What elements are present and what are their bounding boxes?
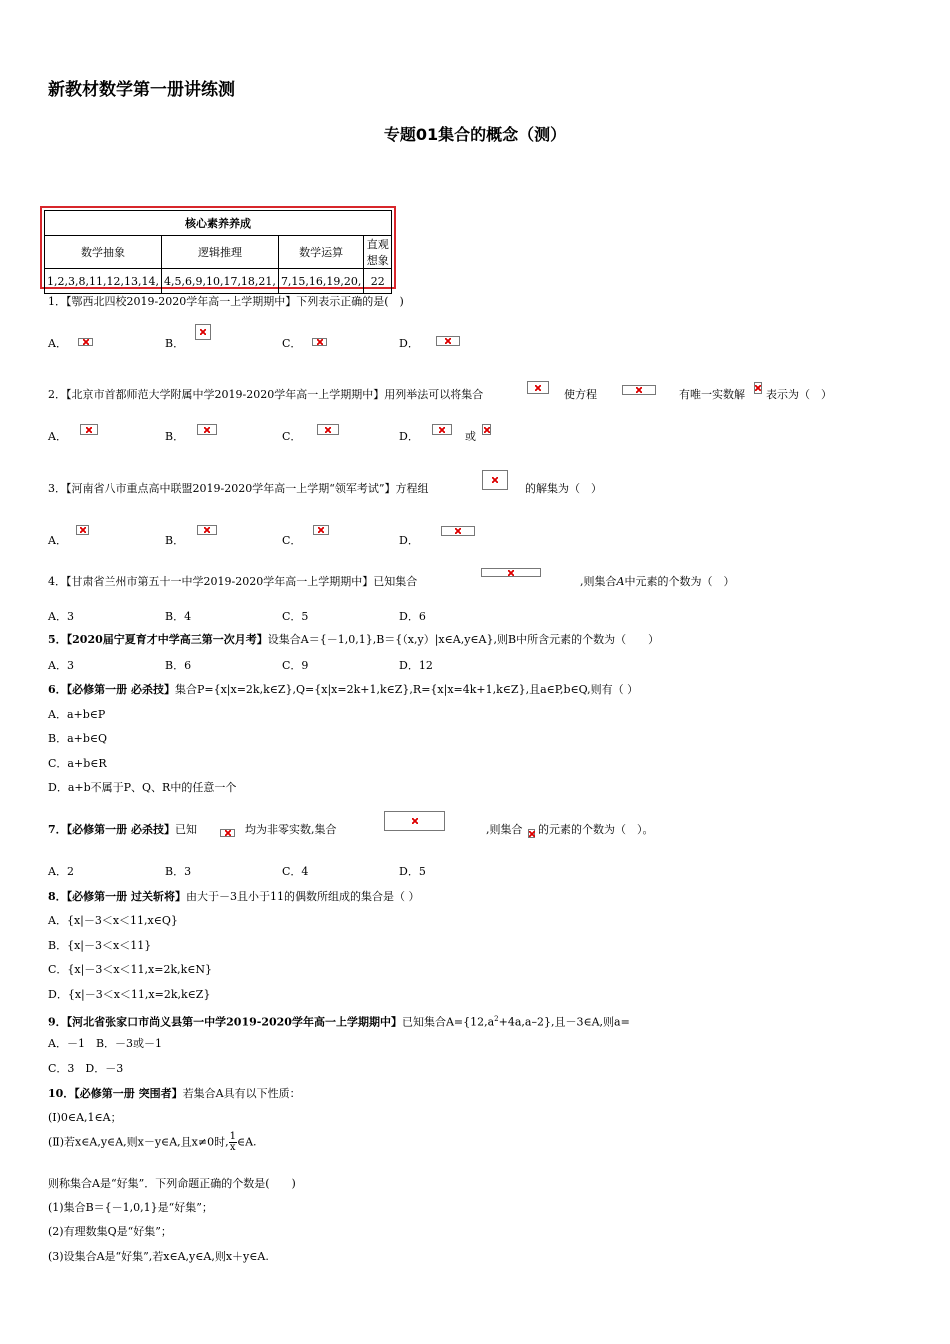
q10-statement-3: (3)设集合A是“好集”,若x∈A,y∈A,则x＋y∈A.	[48, 1250, 269, 1263]
competency-column: 数学抽象	[45, 236, 162, 269]
q6-option-b: B．a+b∈Q	[48, 732, 108, 745]
broken-image-icon	[432, 424, 452, 435]
q4-option-b: B．4	[165, 610, 192, 623]
set-variable-a: A	[616, 575, 625, 588]
q10-property-2b: ∈A.	[236, 1135, 257, 1149]
q4-option-c: C．5	[282, 610, 309, 623]
broken-image-icon	[527, 381, 549, 394]
question-9	[48, 1012, 630, 1030]
q4-option-a: A．3	[48, 610, 74, 623]
broken-image-icon	[481, 568, 541, 577]
question-6-tag: 6．【必修第一册 必杀技】	[48, 683, 175, 696]
competency-value: 7,15,16,19,20,	[278, 269, 363, 294]
question-5	[48, 633, 659, 647]
question-8-text: 由大于－3且小于11的偶数所组成的集合是（ ）	[185, 890, 420, 903]
fraction-denominator: x	[229, 1142, 236, 1153]
question-7-part3: ,则集合	[486, 823, 523, 836]
question-5-tag: 5．【2020届宁夏育才中学高三第一次月考】	[48, 633, 268, 646]
broken-image-icon	[482, 470, 508, 490]
q8-option-b: B．{x|－3＜x＜11}	[48, 939, 152, 952]
q6-option-c: C．a+b∈R	[48, 757, 107, 770]
q1-option-c: C．	[282, 337, 302, 350]
q8-option-c: C．{x|－3＜x＜11,x=2k,k∈N}	[48, 963, 213, 976]
question-6-text: 集合P={x|x=2k,k∈Z},Q={x|x=2k+1,k∈Z},R={x|x=4k+1,k∈Z},且a∈P,b∈Q,则有（ ）	[174, 683, 639, 696]
q7-option-b: B．3	[165, 865, 192, 878]
q3-option-d: D．	[399, 534, 419, 547]
q1-option-a: A．	[48, 337, 67, 350]
question-8	[48, 890, 419, 904]
q10-property-1: (Ⅰ)0∈A,1∈A；	[48, 1111, 122, 1124]
question-2-part2: 使方程	[564, 388, 597, 401]
competency-table	[40, 206, 396, 289]
q10-statement-1: (1)集合B＝{－1,0,1}是“好集”；	[48, 1201, 213, 1214]
question-7-tag: 7．【必修第一册 必杀技】	[48, 823, 175, 836]
broken-image-icon	[317, 424, 339, 435]
question-7-p1: 已知	[174, 823, 197, 836]
competency-value: 22	[364, 269, 392, 294]
q2-option-d: D．	[399, 430, 419, 443]
q6-option-a: A．a+b∈P	[48, 708, 106, 721]
broken-image-icon	[313, 525, 329, 535]
q7-option-d: D．5	[399, 865, 426, 878]
question-10	[48, 1087, 301, 1101]
superscript: 2	[494, 1015, 499, 1023]
q5-option-a: A．3	[48, 659, 74, 672]
broken-image-icon	[195, 324, 211, 340]
q3-option-a: A．	[48, 534, 67, 547]
topic-title: 专题01集合的概念（测）	[383, 125, 567, 144]
question-5-text: 设集合A＝{－1,0,1},B＝{（x,y）|x∈A,y∈A},则B中所含元素的个数为（ ）	[267, 633, 660, 646]
broken-image-icon	[384, 811, 445, 831]
question-3-part2: 的解集为（ ）	[525, 482, 602, 495]
question-1-stem: 1．【鄂西北四校2019-2020学年高一上学期期中】下列表示正确的是( )	[48, 295, 404, 308]
broken-image-icon	[528, 829, 535, 838]
competency-table-title: 核心素养养成	[45, 211, 392, 236]
q10-good-set-line: 则称集合A是“好集”．下列命题正确的个数是( )	[48, 1177, 296, 1190]
question-4-part3: 中元素的个数为（ ）	[624, 575, 735, 588]
broken-image-icon	[436, 336, 460, 346]
question-6	[48, 683, 638, 697]
q7-option-a: A．2	[48, 865, 74, 878]
question-7-part1	[48, 823, 197, 837]
question-2-part3: 有唯一实数解	[679, 388, 745, 401]
question-2-part1: 2．【北京市首都师范大学附属中学2019-2020学年高一上学期期中】用列举法可以将集合	[48, 388, 484, 401]
q2-option-a: A．	[48, 430, 67, 443]
q7-option-c: C．4	[282, 865, 309, 878]
competency-value: 4,5,6,9,10,17,18,21,	[161, 269, 278, 294]
q8-option-d: D．{x|－3＜x＜11,x=2k,k∈Z}	[48, 988, 211, 1001]
question-2-part4: 表示为（ ）	[766, 388, 832, 401]
q2-option-b: B．	[165, 430, 185, 443]
q1-option-d: D．	[399, 337, 419, 350]
q5-option-c: C．9	[282, 659, 309, 672]
broken-image-icon	[76, 525, 89, 535]
question-7-part4: 的元素的个数为（ ）。	[538, 823, 654, 836]
q9-options-line2: C．3 D．－3	[48, 1062, 124, 1075]
q1-option-b: B．	[165, 337, 185, 350]
question-4-part1: 4．【甘肃省兰州市第五十一中学2019-2020学年高一上学期期中】已知集合	[48, 575, 418, 588]
competency-column: 直观想象	[364, 236, 392, 269]
competency-column: 数学运算	[278, 236, 363, 269]
q6-option-d: D．a+b不属于P、Q、R中的任意一个	[48, 781, 237, 794]
broken-image-icon	[80, 424, 98, 435]
q4-option-d: D．6	[399, 610, 426, 623]
broken-image-icon	[754, 382, 762, 394]
broken-image-icon	[441, 526, 475, 536]
fraction-one-over-x	[229, 1132, 237, 1153]
or-text: 或	[465, 430, 476, 443]
fraction-numerator: 1	[229, 1131, 236, 1142]
question-4-text	[580, 575, 734, 589]
broken-image-icon	[197, 424, 217, 435]
q10-statement-2: (2)有理数集Q是“好集”；	[48, 1225, 172, 1238]
q10-property-2	[48, 1132, 257, 1153]
q5-option-b: B．6	[165, 659, 192, 672]
competency-column: 逻辑推理	[161, 236, 278, 269]
broken-image-icon	[482, 424, 491, 435]
question-9-text-a: 已知集合A={12,a	[401, 1015, 495, 1029]
q5-option-d: D．12	[399, 659, 433, 672]
broken-image-icon	[622, 385, 656, 395]
broken-image-icon	[78, 338, 93, 346]
question-4-part2: ,则集合	[580, 575, 617, 588]
broken-image-icon	[220, 829, 235, 837]
question-9-tag: 9．【河北省张家口市尚义县第一中学2019-2020学年高一上学期期中】	[48, 1015, 402, 1029]
q3-option-c: C．	[282, 534, 302, 547]
q2-option-c: C．	[282, 430, 302, 443]
competency-value: 1,2,3,8,11,12,13,14,	[45, 269, 162, 294]
question-9-text-b: +4a,a–2},且－3∈A,则a=	[498, 1015, 630, 1029]
q10-property-2a: (Ⅱ)若x∈A,y∈A,则x－y∈A,且x≠0时,	[48, 1135, 229, 1149]
q8-option-a: A．{x|－3＜x＜11,x∈Q}	[48, 914, 178, 927]
question-7-part2: 均为非零实数,集合	[245, 823, 337, 836]
question-3-part1: 3．【河南省八市重点高中联盟2019-2020学年高一上学期“领军考试”】方程组	[48, 482, 429, 495]
question-10-tag: 10．【必修第一册 突围者】	[48, 1087, 183, 1100]
question-10-text: 若集合A具有以下性质：	[182, 1087, 301, 1100]
document-title: 新教材数学第一册讲练测	[48, 80, 235, 100]
q9-options-line1: A．－1 B．－3或－1	[48, 1037, 163, 1050]
q3-option-b: B．	[165, 534, 185, 547]
broken-image-icon	[312, 338, 327, 346]
question-8-tag: 8．【必修第一册 过关斩将】	[48, 890, 186, 903]
broken-image-icon	[197, 525, 217, 535]
